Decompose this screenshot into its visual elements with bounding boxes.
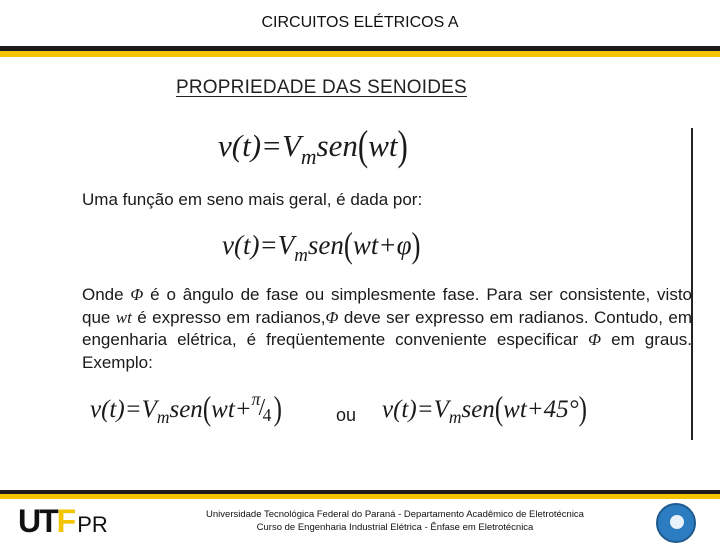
example-right-arg: wt+45°: [503, 396, 579, 423]
example-right-close-paren: ): [578, 391, 587, 428]
logo-part-f: F: [56, 503, 75, 539]
para-text-2: é o ângulo de fase ou simplesmente fase. Para ser consistente, visto que: [82, 285, 692, 327]
para-text-3: é expresso em radianos,: [131, 307, 326, 327]
formula-2-close-paren: ): [411, 224, 421, 266]
intro-line: Uma função em seno mais geral, é dada por:: [82, 190, 423, 209]
header-yellow-bar: [0, 51, 720, 57]
example-left-lhs: v(t)=: [90, 396, 142, 423]
example-right-m: m: [448, 407, 462, 428]
phi-symbol-3: Φ: [588, 330, 602, 349]
example-left-v: V: [141, 396, 157, 423]
formula-1-close-paren: ): [397, 121, 408, 169]
formula-1-v: V: [281, 128, 301, 163]
utfpr-logo: [18, 503, 108, 540]
formula-1-open-paren: (: [357, 121, 369, 169]
example-right-open-paren: (: [494, 391, 504, 428]
formula-1-arg: wt: [368, 128, 398, 163]
formula-2: [222, 224, 421, 266]
formula-2-sen: sen: [307, 230, 344, 260]
example-left-arg: wt+: [211, 396, 252, 423]
fraction-slash: /: [258, 394, 266, 421]
phi-symbol-2: Φ: [325, 307, 339, 327]
example-left-sen: sen: [169, 396, 203, 423]
formula-2-open-paren: (: [343, 224, 353, 266]
example-formula-left: [90, 388, 282, 428]
para-text-4: deve ser expresso em radianos. Contudo, em engenharia elétrica, é freqüentemente conveniente especificar: [82, 307, 692, 349]
para-text-5: em graus. Exemplo:: [82, 330, 692, 372]
footer-line-1: Universidade Tecnológica Federal do Paraná - Departamento Acadêmico de Eletrotécnica: [206, 509, 584, 520]
formula-2-lhs: v(t)=: [222, 230, 278, 260]
example-left-open-paren: (: [202, 391, 212, 428]
logo-part-pr: PR: [77, 512, 108, 537]
formula-2-m: m: [294, 244, 308, 266]
example-formula-right: [382, 391, 587, 428]
wt-symbol: wt: [115, 307, 132, 327]
logo-part-ut: UT: [18, 503, 57, 539]
explanation-paragraph: [82, 284, 692, 374]
para-text-1: Onde: [82, 285, 131, 304]
eletrotecnica-seal-icon: [656, 503, 696, 543]
formula-1-sen: sen: [316, 128, 358, 163]
example-right-v: V: [433, 396, 449, 423]
example-left-m: m: [156, 407, 170, 428]
ou-connector: ou: [336, 405, 357, 425]
phi-symbol: Φ: [130, 285, 144, 304]
fraction-denominator: 4: [262, 404, 272, 425]
header-title: CIRCUITOS ELÉTRICOS A: [261, 14, 459, 31]
formula-1-m: m: [300, 144, 317, 169]
example-right-lhs: v(t)=: [382, 396, 434, 423]
formula-2-arg: wt+φ: [352, 230, 412, 260]
section-title: PROPRIEDADE DAS SENOIDES: [176, 77, 467, 98]
formula-2-v: V: [277, 230, 295, 260]
footer-text: [150, 508, 640, 534]
example-right-sen: sen: [461, 396, 495, 423]
pi-over-4-fraction: [251, 388, 274, 425]
formula-1-lhs: v(t)=: [218, 128, 282, 163]
fraction-numerator: π: [251, 388, 261, 409]
footer-yellow-bar: [0, 494, 720, 499]
formula-1: [218, 121, 408, 169]
example-left-close-paren: ): [273, 391, 282, 428]
footer-line-2: Curso de Engenharia Industrial Elétrica - Ênfase em Eletrotécnica: [256, 522, 534, 533]
